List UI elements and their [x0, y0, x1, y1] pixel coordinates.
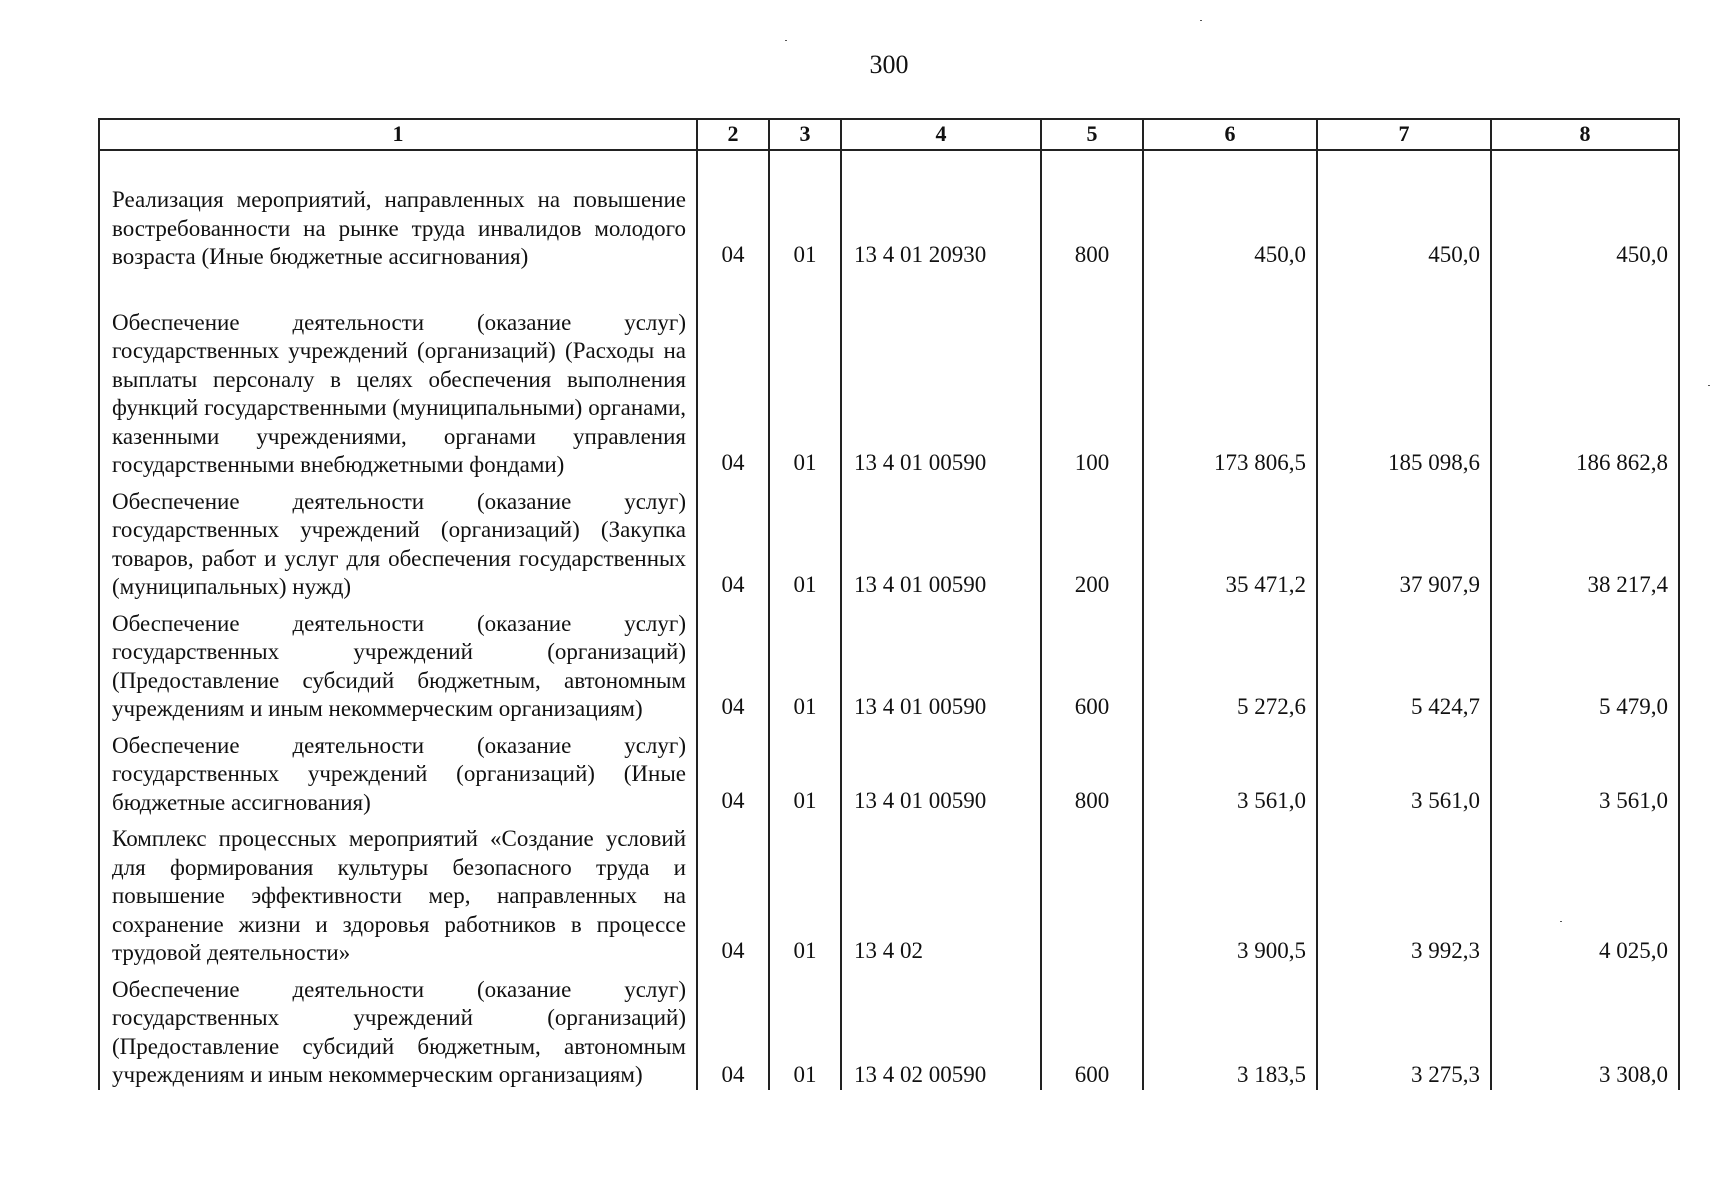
column-header: 7	[1317, 119, 1491, 150]
column-header: 1	[99, 119, 697, 150]
amount-col6: 173 806,5	[1143, 274, 1317, 482]
section-code: 04	[697, 482, 769, 604]
budget-table	[98, 118, 1680, 1090]
expense-type-code: 200	[1041, 482, 1143, 604]
table-row	[99, 274, 1679, 482]
amount-col7: 3 561,0	[1317, 726, 1491, 820]
subsection-code: 01	[769, 604, 841, 726]
scan-speck	[1708, 385, 1710, 386]
amount-col6: 5 272,6	[1143, 604, 1317, 726]
subsection-code: 01	[769, 150, 841, 274]
row-description: Обеспечение деятельности (оказание услуг) государственных учреждений (организаций) (Расходы на выплаты персоналу в целях обеспечения выполнения функций государственными (муниципальными) органами, казенными учреждениями, органами управления государственными внебюджетными фондами)	[99, 274, 697, 482]
table-row	[99, 150, 1679, 274]
amount-col8: 5 479,0	[1491, 604, 1679, 726]
section-code: 04	[697, 819, 769, 970]
table-row	[99, 726, 1679, 820]
expense-type-code: 600	[1041, 604, 1143, 726]
amount-col8: 3 561,0	[1491, 726, 1679, 820]
amount-col6: 35 471,2	[1143, 482, 1317, 604]
row-description: Комплекс процессных мероприятий «Создание условий для формирования культуры безопасного труда и повышение эффективности мер, направленных на сохранение жизни и здоровья работников в процессе трудовой деятельности»	[99, 819, 697, 970]
section-code: 04	[697, 150, 769, 274]
amount-col8: 450,0	[1491, 150, 1679, 274]
amount-col8: 3 308,0	[1491, 970, 1679, 1090]
subsection-code: 01	[769, 819, 841, 970]
table-row	[99, 819, 1679, 970]
expense-type-code	[1041, 819, 1143, 970]
subsection-code: 01	[769, 726, 841, 820]
scan-speck	[1200, 20, 1202, 21]
amount-col7: 3 275,3	[1317, 970, 1491, 1090]
row-description: Реализация мероприятий, направленных на повышение востребованности на рынке труда инвалидов молодого возраста (Иные бюджетные ассигнования)	[99, 150, 697, 274]
scan-speck	[785, 40, 787, 41]
target-article-code: 13 4 01 00590	[841, 274, 1041, 482]
column-header: 6	[1143, 119, 1317, 150]
page-number: 300	[869, 50, 909, 79]
column-header: 4	[841, 119, 1041, 150]
amount-col7: 3 992,3	[1317, 819, 1491, 970]
target-article-code: 13 4 01 00590	[841, 482, 1041, 604]
table-row	[99, 604, 1679, 726]
section-code: 04	[697, 726, 769, 820]
table-row	[99, 970, 1679, 1090]
column-header: 5	[1041, 119, 1143, 150]
subsection-code: 01	[769, 482, 841, 604]
expense-type-code: 800	[1041, 726, 1143, 820]
row-description: Обеспечение деятельности (оказание услуг) государственных учреждений (организаций) (Предоставление субсидий бюджетным, автономным учреждениям и иным некоммерческим организациям)	[99, 970, 697, 1090]
amount-col7: 450,0	[1317, 150, 1491, 274]
target-article-code: 13 4 01 20930	[841, 150, 1041, 274]
target-article-code: 13 4 01 00590	[841, 726, 1041, 820]
expense-type-code: 600	[1041, 970, 1143, 1090]
row-description: Обеспечение деятельности (оказание услуг) государственных учреждений (организаций) (Иные бюджетные ассигнования)	[99, 726, 697, 820]
amount-col7: 5 424,7	[1317, 604, 1491, 726]
amount-col8: 38 217,4	[1491, 482, 1679, 604]
row-description: Обеспечение деятельности (оказание услуг) государственных учреждений (организаций) (Закупка товаров, работ и услуг для обеспечения государственных (муниципальных) нужд)	[99, 482, 697, 604]
expense-type-code: 800	[1041, 150, 1143, 274]
section-code: 04	[697, 274, 769, 482]
amount-col6: 3 561,0	[1143, 726, 1317, 820]
column-header: 2	[697, 119, 769, 150]
amount-col7: 185 098,6	[1317, 274, 1491, 482]
amount-col8: 186 862,8	[1491, 274, 1679, 482]
column-header: 3	[769, 119, 841, 150]
section-code: 04	[697, 970, 769, 1090]
amount-col8: 4 025,0	[1491, 819, 1679, 970]
target-article-code: 13 4 01 00590	[841, 604, 1041, 726]
row-description: Обеспечение деятельности (оказание услуг) государственных учреждений (организаций) (Предоставление субсидий бюджетным, автономным учреждениям и иным некоммерческим организациям)	[99, 604, 697, 726]
column-header: 8	[1491, 119, 1679, 150]
section-code: 04	[697, 604, 769, 726]
table-row	[99, 482, 1679, 604]
amount-col7: 37 907,9	[1317, 482, 1491, 604]
header-row	[99, 119, 1679, 150]
amount-col6: 3 183,5	[1143, 970, 1317, 1090]
target-article-code: 13 4 02 00590	[841, 970, 1041, 1090]
amount-col6: 450,0	[1143, 150, 1317, 274]
target-article-code: 13 4 02	[841, 819, 1041, 970]
subsection-code: 01	[769, 970, 841, 1090]
expense-type-code: 100	[1041, 274, 1143, 482]
subsection-code: 01	[769, 274, 841, 482]
amount-col6: 3 900,5	[1143, 819, 1317, 970]
